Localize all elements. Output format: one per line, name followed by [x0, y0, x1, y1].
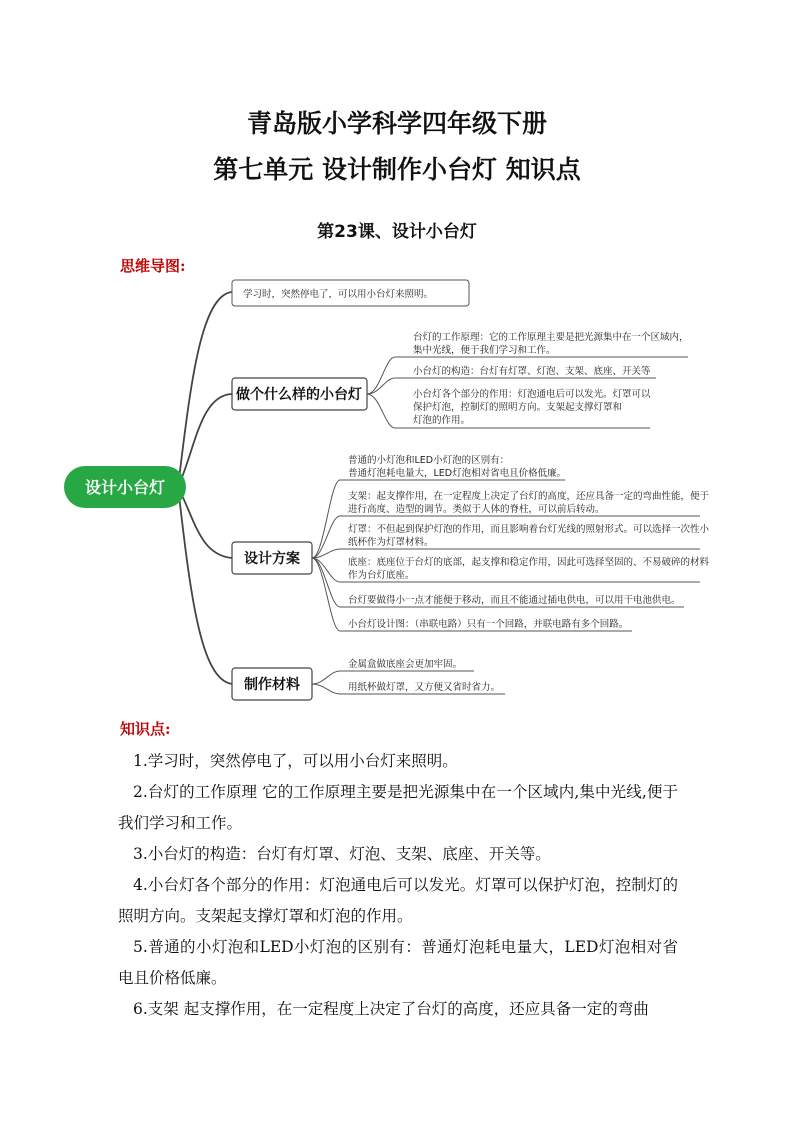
note-line: 支架：起支撑作用，在一定程度上决定了台灯的高度，还应具备一定的弯曲性能，便于 [348, 491, 710, 502]
note-line: 普通的小灯泡和LED小灯泡的区别有： [348, 455, 510, 466]
mind-map [0, 270, 794, 710]
note-line: 保护灯泡，控制灯的照明方向。支架起支撑灯罩和 [413, 402, 623, 413]
note-line: 台灯的工作原理：它的工作原理主要是把光源集中在一个区域内， [413, 332, 689, 343]
note-line: 用纸杯做灯罩，又方便又省时省力。 [348, 682, 501, 693]
note-line: 金属盒做底座会更加牢固。 [348, 659, 463, 670]
top-note-text: 学习时，突然停电了，可以用小台灯来照明。 [243, 289, 434, 300]
root-node-label: 设计小台灯 [84, 478, 166, 497]
note-line: 小台灯各个部分的作用：灯泡通电后可以发光。灯罩可以 [413, 389, 651, 400]
branch-notes [348, 658, 500, 693]
knowledge-point: 5.普通的小灯泡和LED小灯泡的区别有：普通灯泡耗电量大，LED灯泡相对省电且价格低廉。 [118, 938, 678, 987]
mindmap-connectors [178, 292, 232, 684]
lesson-title: 第23课、设计小台灯 [317, 222, 477, 242]
note-line: 底座：底座位于台灯的底部，起支撑和稳定作用，因此可选择坚固的、不易破碎的材料 [348, 557, 710, 568]
knowledge-point: 6.支架 起支撑作用，在一定程度上决定了台灯的高度，还应具备一定的弯曲 [133, 1000, 649, 1018]
note-line: 小台灯的构造：台灯有灯罩、灯泡、支架、底座、开关等 [413, 366, 651, 377]
note-line: 小台灯设计图：（串联电路）只有一个回路，并联电路有多个回路。 [348, 619, 629, 630]
unit-title: 第七单元 设计制作小台灯 知识点 [213, 155, 581, 184]
knowledge-points-label: 知识点: [120, 720, 171, 738]
knowledge-point: 3.小台灯的构造：台灯有灯罩、灯泡、支架、底座、开关等。 [133, 845, 551, 863]
document-title: 青岛版小学科学四年级下册 [246, 109, 547, 138]
branch-label: 做个什么样的小台灯 [236, 387, 362, 403]
knowledge-point: 4.小台灯各个部分的作用：灯泡通电后可以发光。灯罩可以保护灯泡，控制灯的照明方向。支架起支撑灯罩和灯泡的作用。 [118, 876, 678, 925]
note-line: 普通灯泡耗电量大，LED灯泡相对省电且价格低廉。 [348, 468, 567, 479]
note-line: 纸杯作为灯罩材料。 [348, 537, 434, 548]
note-line: 台灯要做得小一点才能便于移动，而且不能通过插电供电，可以用干电池供电。 [348, 595, 681, 606]
note-line: 进行高度、造型的调节。类似于人体的脊柱，可以前后转动。 [348, 504, 605, 515]
knowledge-point: 2.台灯的工作原理 它的工作原理主要是把光源集中在一个区域内,集中光线,便于我们学习和工作。 [118, 783, 678, 832]
mindmap-label: 思维导图: [120, 257, 186, 275]
note-line: 灯泡的作用。 [413, 415, 471, 426]
knowledge-point: 1.学习时，突然停电了，可以用小台灯来照明。 [133, 752, 458, 770]
note-line: 集中光线，便于我们学习和工作。 [413, 345, 556, 356]
branch-label: 设计方案 [244, 551, 300, 567]
branch-label: 制作材料 [244, 677, 300, 693]
note-line: 作为台灯底座。 [348, 570, 415, 581]
note-line: 灯罩：不但起到保护灯泡的作用，而且影响着台灯光线的照射形式。可以选择一次性小 [348, 524, 710, 535]
